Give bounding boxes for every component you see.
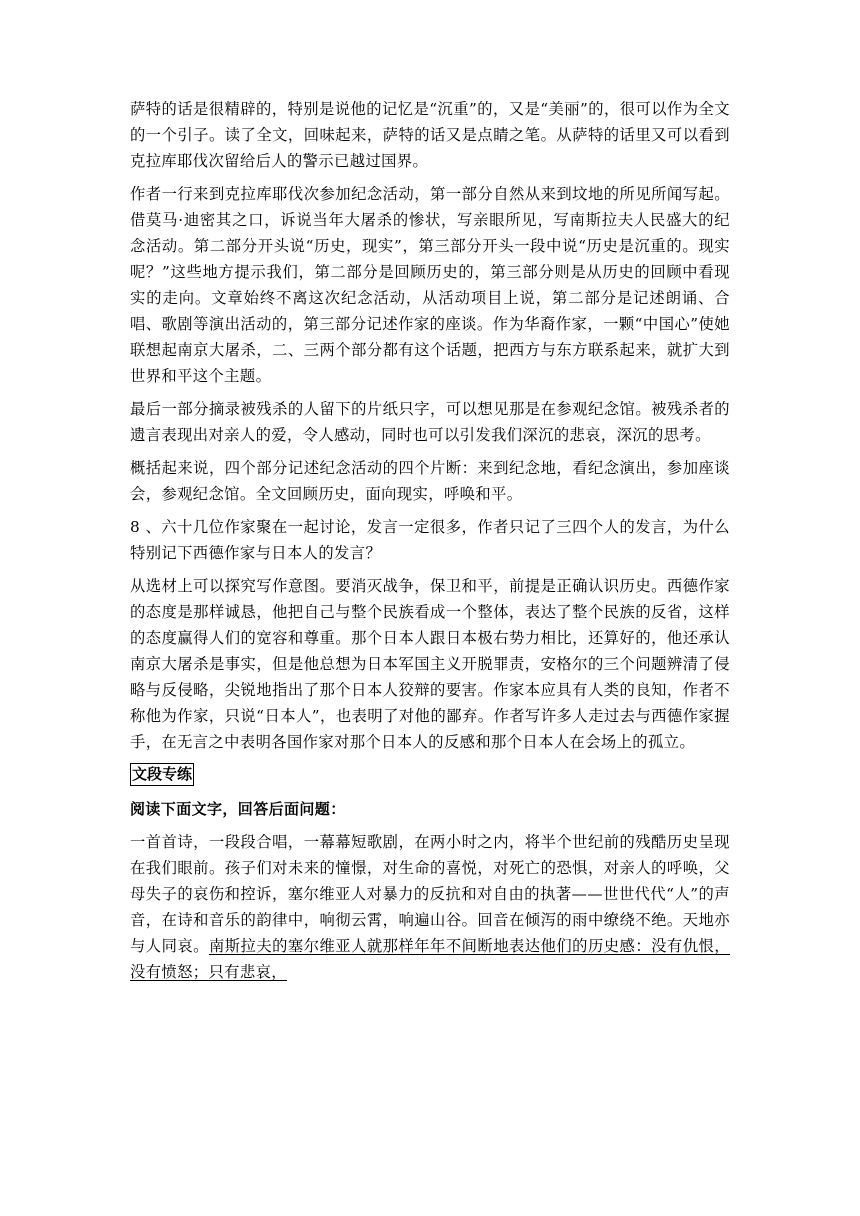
section-title-box: 文段专练 [130,763,194,786]
passage-text: 一首首诗，一段段合唱，一幕幕短歌剧，在两小时之内，将半个世纪前的残酷历史呈现在我们眼前。孩子们对未来的憧憬，对生命的喜悦，对死亡的恐惧，对亲人的呼唤，父母失子的哀伤和控诉，塞尔维亚人对暴力的反抗和对自由的执著——世世代代“人”的声音，在诗和音乐的韵律中，响彻云霄，响遍山谷。回音在倾泻的雨中缭绕不绝。天地亦与人同哀。 [130,833,730,955]
paragraph-last-part: 最后一部分摘录被残杀的人留下的片纸只字，可以想见那是在参观纪念馆。被残杀者的遗言表现出对亲人的爱，令人感动，同时也可以引发我们深沉的悲哀，深沉的思考。 [130,400,730,444]
reading-instruction: 阅读下面文字，回答后面问题： [130,800,346,818]
passage-underlined-text: 南斯拉夫的塞尔维亚人就那样年年不间断地表达他们的历史感：没有仇恨，没有愤怒；只有悲哀， [130,937,730,981]
paragraph-structure: 作者一行来到克拉库耶伐次参加纪念活动，第一部分自然从来到坟地的所见所闻写起。借莫马·迪密其之口，诉说当年大屠杀的惨状，写亲眼所见，写南斯拉夫人民盛大的纪念活动。第二部分开头说“历史，现实”，第三部分开头一段中说“历史是沉重的。现实呢？”这些地方提示我们，第二部分是回顾历史的，第三部分则是从历史的回顾中看现实的走向。文章始终不离这次纪念活动，从活动项目上说，第二部分是记述朗诵、合唱、歌剧等演出活动的，第三部分记述作家的座谈。作为华裔作家，一颗“中国心”使她联想起南京大屠杀，二、三两个部分都有这个话题，把西方与东方联系起来，就扩大到世界和平这个主题。 [130,185,730,385]
paragraph-summary: 概括起来说，四个部分记述纪念活动的四个片断：来到纪念地，看纪念演出，参加座谈会，参观纪念馆。全文回顾历史，面向现实，呼唤和平。 [130,459,730,503]
paragraph-sartre: 萨特的话是很精辟的，特别是说他的记忆是“沉重”的，又是“美丽”的，很可以作为全文的一个引子。读了全文，回味起来，萨特的话又是点睛之笔。从萨特的话里又可以看到克拉库耶伐次留给后人的警示已越过国界。 [130,100,730,170]
question-8: 8 、六十几位作家聚在一起讨论，发言一定很多，作者只记了三四个人的发言，为什么特别记下西德作家与日本人的发言？ [130,518,730,562]
reading-passage [130,829,730,985]
answer-8: 从选材上可以探究写作意图。要消灭战争，保卫和平，前提是正确认识历史。西德作家的态度是那样诚恳，他把自己与整个民族看成一个整体，表达了整个民族的反省，这样的态度赢得人们的宽容和尊重。那个日本人跟日本极右势力相比，还算好的，他还承认南京大屠杀是事实，但是他总想为日本军国主义开脱罪责，安格尔的三个问题辨清了侵略与反侵略，尖锐地指出了那个日本人狡辩的要害。作家本应具有人类的良知，作者不称他为作家，只说“日本人”，也表明了对他的鄙弃。作者写许多人走过去与西德作家握手，在无言之中表明各国作家对那个日本人的反感和那个日本人在会场上的孤立。 [130,577,730,751]
document-page [130,96,730,985]
